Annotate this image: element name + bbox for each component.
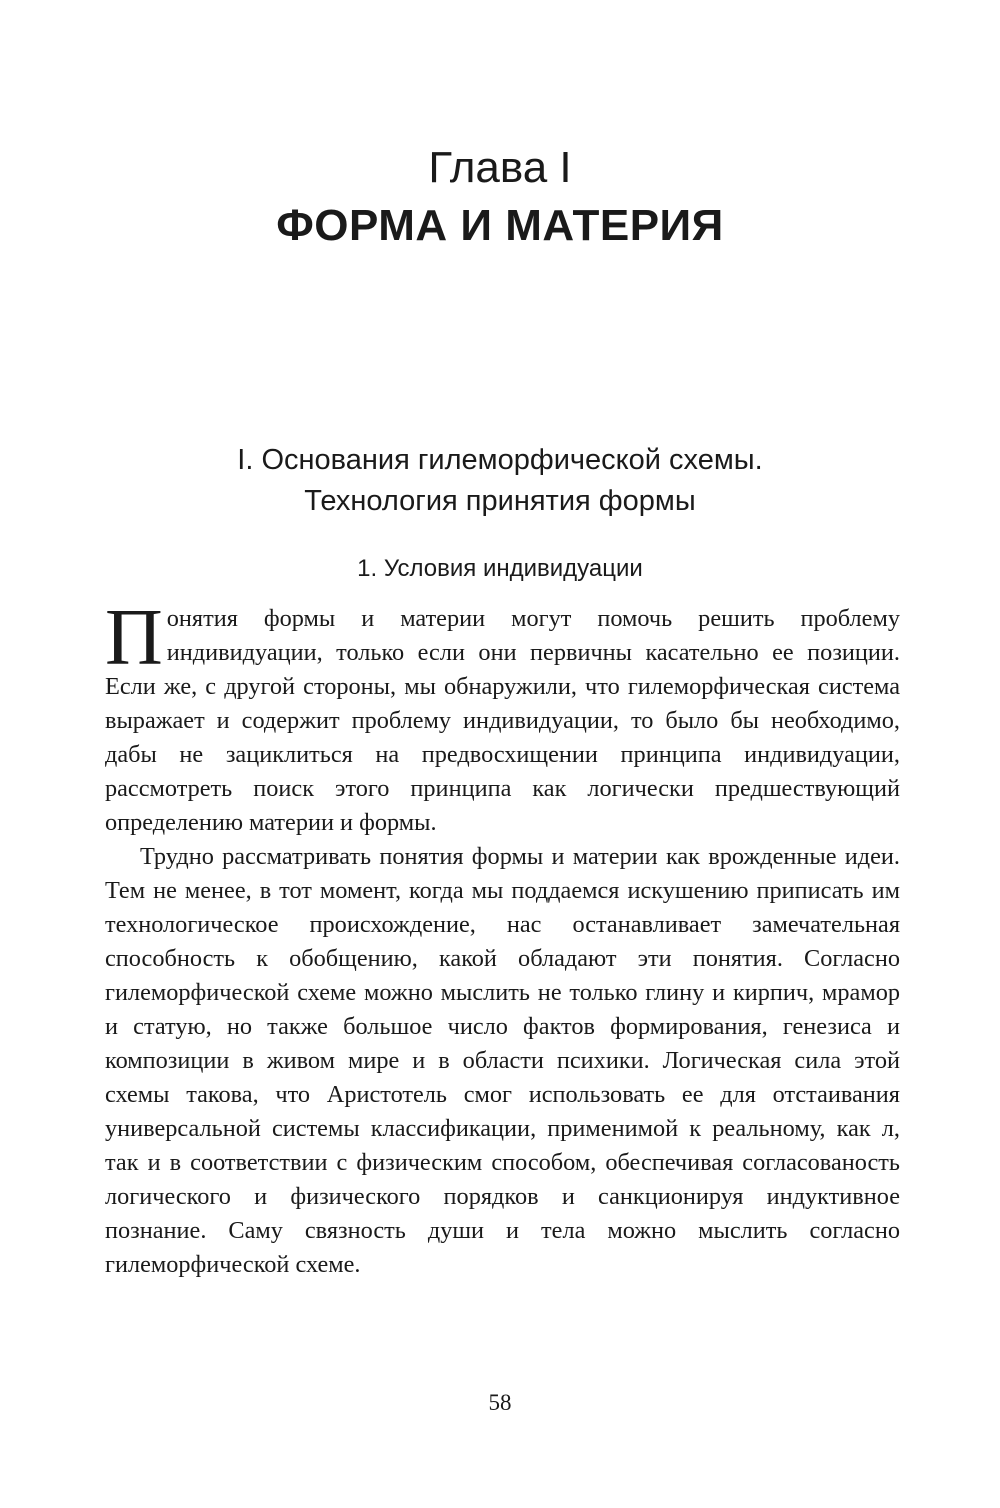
page-number: 58 — [488, 1390, 512, 1415]
chapter-number: Глава I — [428, 143, 572, 192]
section-title-line-2: Технология принятия формы — [304, 485, 696, 517]
drop-cap: П — [105, 594, 163, 682]
section-title — [0, 440, 1000, 522]
paragraph-2: Трудно рассматривать понятия формы и материи как врожденные идеи. Тем не менее, в тот момент, когда мы поддаемся искушению приписать им технологическое происхождение, нас останавливает замечательная способность к обобщению, какой обладают эти понятия. Согласно гилеморфической схеме можно мыслить не только глину и кирпич, мрамор и статую, но также большое число фактов формирования, генезиса и композиции в живом мире и в области психики. Логическая сила этой схемы такова, что Аристотель смог использовать ее для отстаивания универсальной системы классификации, применимой к реальному, как л, так и в соответствии с физическим способом, обеспечивая согласованость логического и физического порядков и санкционируя индуктивное познание. Саму связность души и тела можно мыслить согласно гилеморфической схеме. — [105, 843, 900, 1278]
paragraph-1 — [105, 594, 900, 840]
chapter-title: ФОРМА И МАТЕРИЯ — [276, 201, 724, 250]
section-title-line-1: I. Основания гилеморфической схемы. — [237, 444, 763, 476]
body-text — [105, 594, 900, 1282]
subsection-title: 1. Условия индивидуации — [357, 555, 643, 582]
paragraph-1-text: онятия формы и материи могут помочь решить проблему индивидуации, только если они первичны касательно ее позиции. Если же, с другой стороны, мы обнаружили, что гилеморфическая система выражает и содержит проблему индивидуации, то было бы необходимо, дабы не зациклиться на предвосхищении принципа индивидуации, рассмотреть поиск этого принципа как логически предшествующий определению материи и формы. — [105, 605, 900, 836]
